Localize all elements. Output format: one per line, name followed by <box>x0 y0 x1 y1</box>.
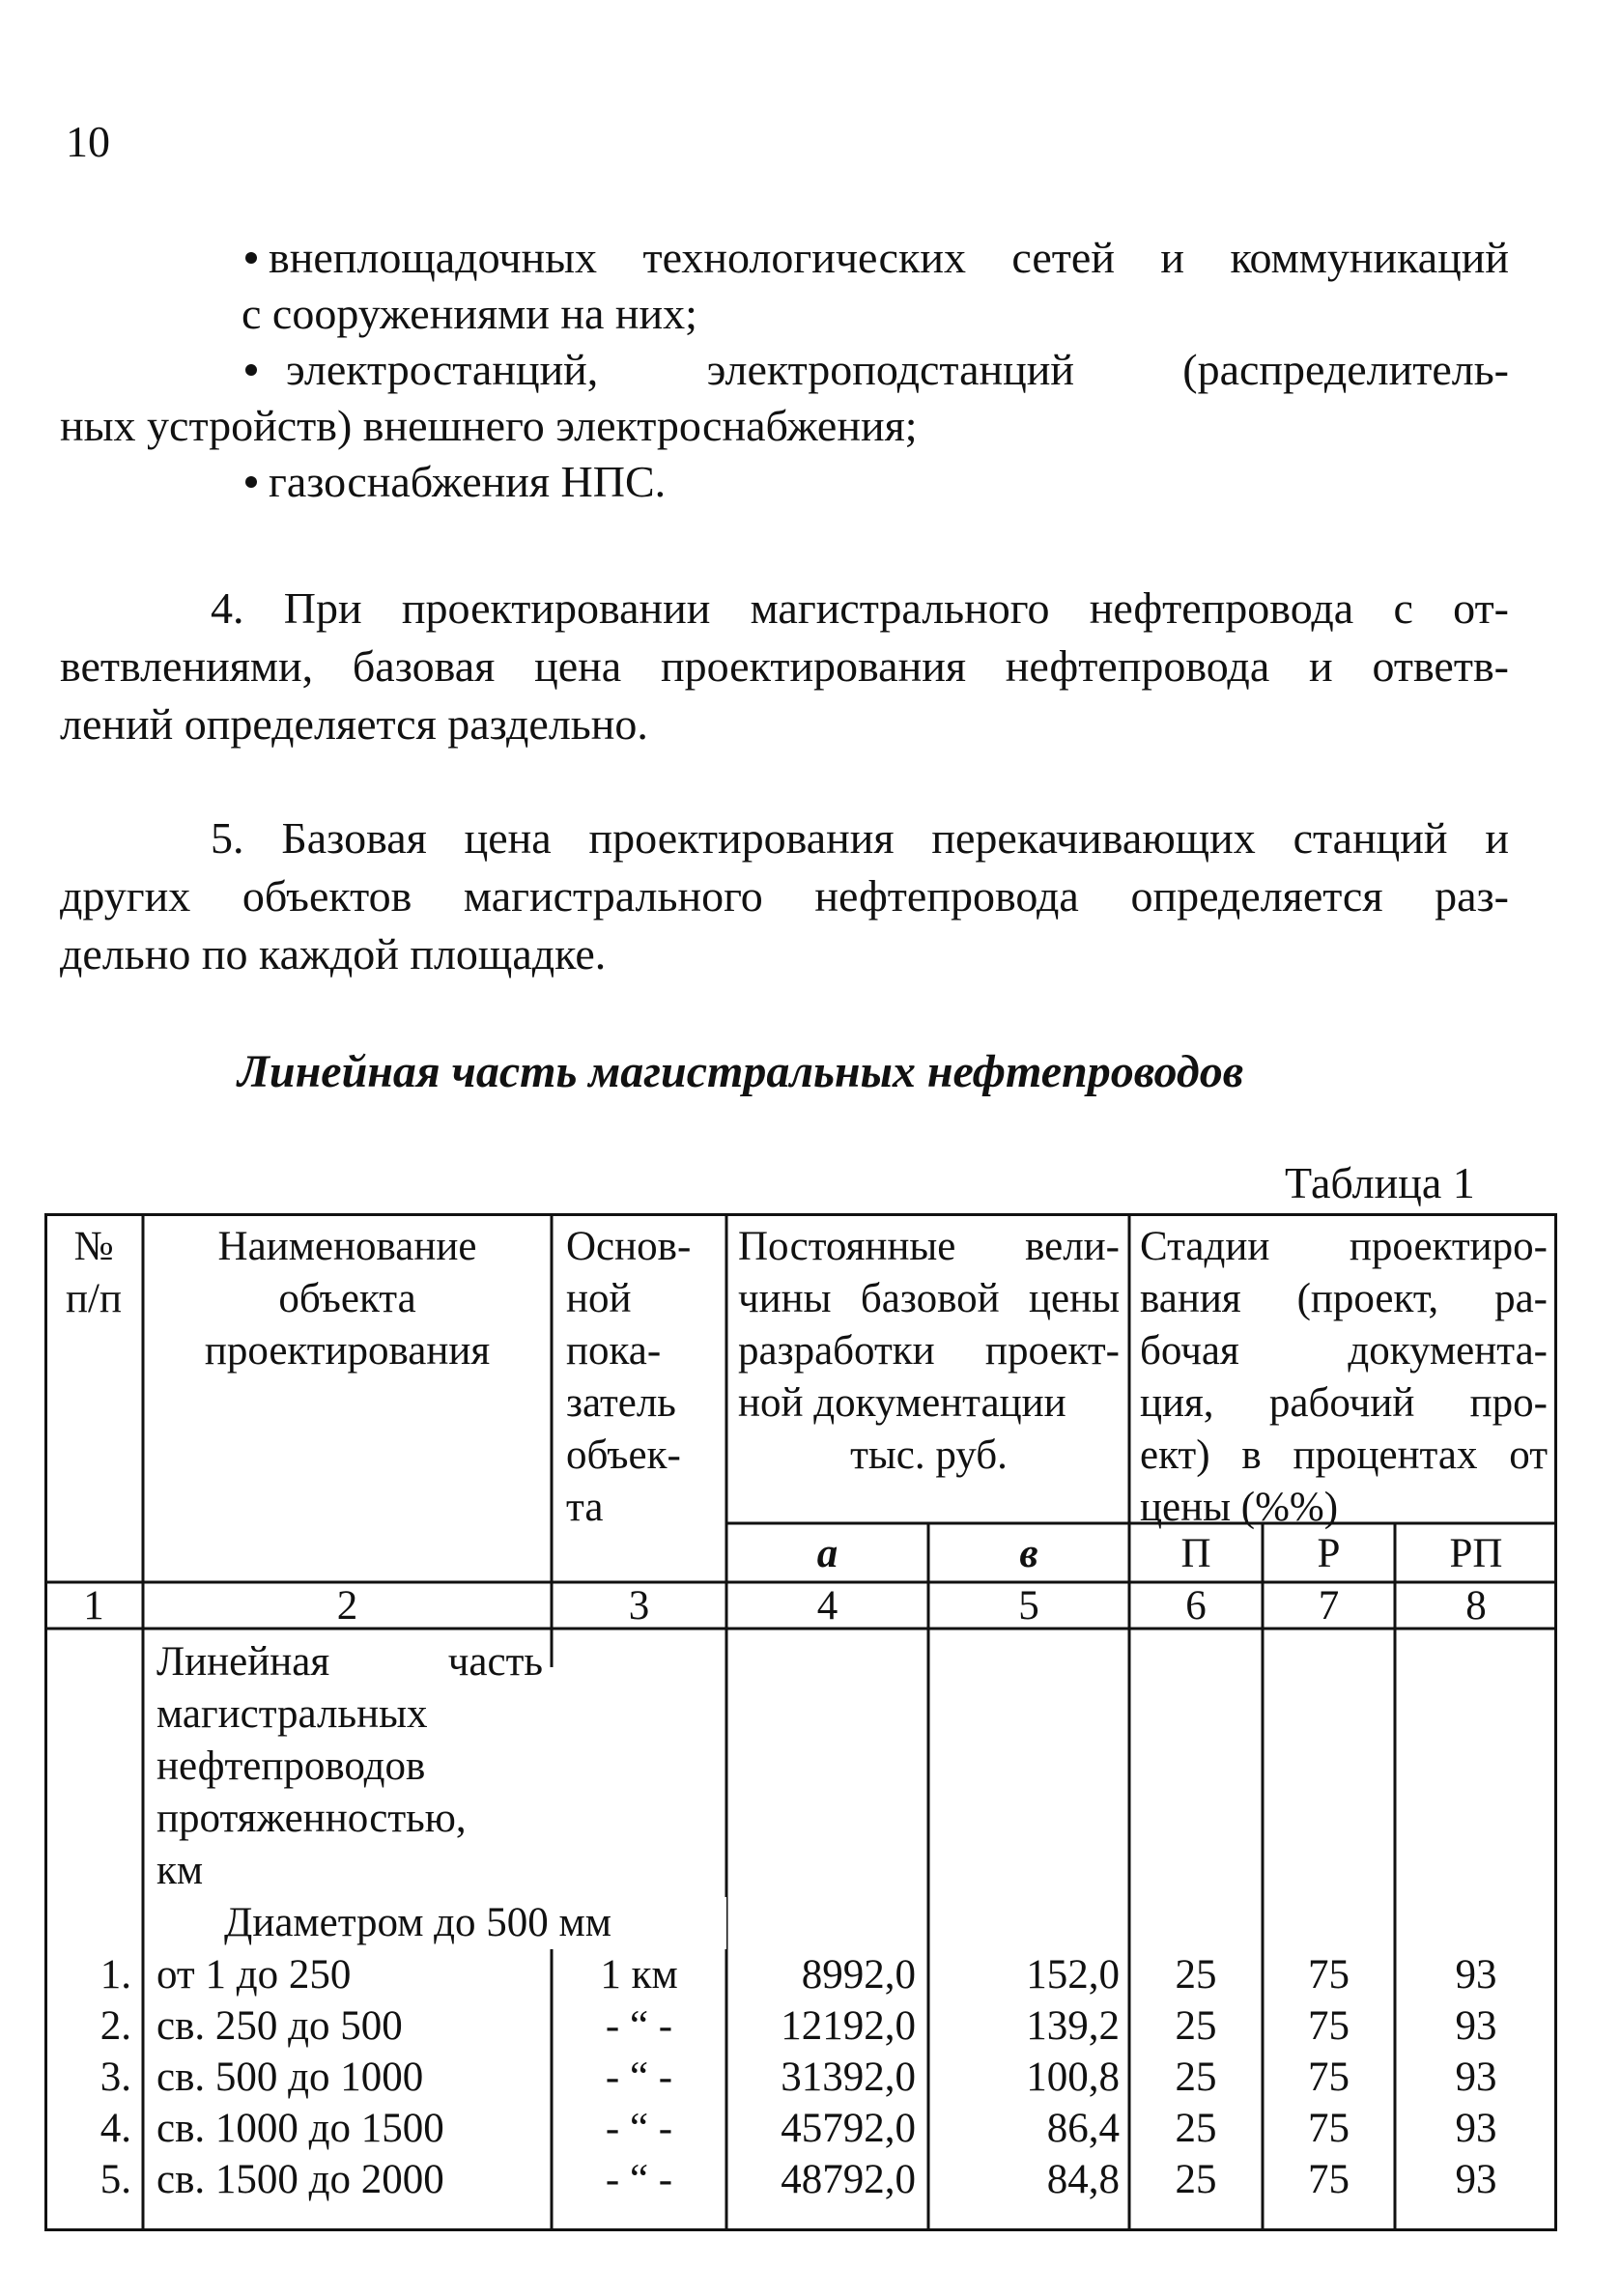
paragraph-line: других объектов магистрального нефтепровода определяется раз- <box>60 871 1509 921</box>
header-line: тыс. руб. <box>850 1432 1008 1478</box>
bullet-text: внеплощадочных технологических сетей и коммуникаций <box>269 233 1509 282</box>
row-value-b: 86,4 <box>1046 2106 1120 2151</box>
subheader-p: П <box>1180 1531 1211 1576</box>
header-line: затель <box>566 1380 676 1426</box>
group-title-line: протяженностью, <box>156 1796 467 1841</box>
column-number: 3 <box>628 1583 650 1629</box>
row-stage-r: 75 <box>1308 2106 1350 2151</box>
row-stage-r: 75 <box>1308 1952 1350 1998</box>
row-number: 5. <box>99 2157 131 2202</box>
subheader-a: а <box>816 1531 838 1576</box>
paragraph-line: лений определяется раздельно. <box>60 699 648 749</box>
header-main-indicator <box>566 1221 721 1534</box>
row-stage-r: 75 <box>1308 2055 1350 2100</box>
subheader-rp: РП <box>1449 1531 1503 1576</box>
row-name: св. 1500 до 2000 <box>156 2157 444 2202</box>
subheader-b: в <box>1019 1531 1038 1576</box>
row-unit: - “ - <box>605 2157 673 2202</box>
column-number: 1 <box>83 1583 104 1629</box>
table-label: Таблица 1 <box>1285 1158 1475 1207</box>
column-number: 2 <box>336 1583 358 1629</box>
bullet-icon <box>245 364 257 376</box>
row-stage-rp: 93 <box>1455 2003 1497 2049</box>
row-name: св. 1000 до 1500 <box>156 2106 444 2151</box>
row-stage-r: 75 <box>1308 2003 1350 2049</box>
subheader-r: Р <box>1317 1531 1341 1576</box>
row-value-a: 48792,0 <box>781 2157 916 2202</box>
row-value-b: 100,8 <box>1026 2055 1120 2100</box>
row-name: от 1 до 250 <box>156 1952 352 1998</box>
header-object-name <box>143 1221 552 1377</box>
row-unit: - “ - <box>605 2003 673 2049</box>
section-heading: Линейная часть магистральных нефтепроводов <box>238 1046 1244 1097</box>
header-line: проектирования <box>204 1328 491 1374</box>
header-line: Наименование <box>217 1224 477 1269</box>
bullet-text: электростанций, электроподстанций (распределитель- <box>286 345 1509 394</box>
bullet-list <box>60 230 1509 510</box>
row-stage-r: 75 <box>1308 2157 1350 2202</box>
bullet-item <box>60 230 1509 342</box>
group-title-line: Линейная часть <box>156 1639 543 1685</box>
row-unit: - “ - <box>605 2055 673 2100</box>
row-stage-p: 25 <box>1175 2055 1217 2100</box>
row-value-b: 152,0 <box>1026 1952 1120 1998</box>
header-line: объекта <box>278 1276 416 1321</box>
row-name: св. 250 до 500 <box>156 2003 403 2049</box>
paragraph-line: ветвлениями, базовая цена проектирования нефтепровода и ответв- <box>60 641 1509 691</box>
header-line: пока- <box>566 1328 662 1374</box>
page-number: 10 <box>66 117 110 166</box>
bullet-icon <box>245 252 257 264</box>
row-value-a: 31392,0 <box>781 2055 916 2100</box>
row-value-a: 12192,0 <box>781 2003 916 2049</box>
group-title <box>156 1636 543 1897</box>
row-stage-p: 25 <box>1175 1952 1217 1998</box>
group-title-line: магистральных <box>156 1691 428 1737</box>
row-value-b: 139,2 <box>1026 2003 1120 2049</box>
paragraph-4 <box>60 580 1509 753</box>
row-value-b: 84,8 <box>1046 2157 1120 2202</box>
row-number: 1. <box>99 1952 131 1998</box>
header-number <box>44 1221 143 1325</box>
column-number: 8 <box>1465 1583 1487 1629</box>
header-line: цены (%%) <box>1140 1485 1339 1530</box>
group-title-line: нефтепроводов <box>156 1743 426 1789</box>
paragraph-line: дельно по каждой площадке. <box>60 929 607 978</box>
column-number: 6 <box>1185 1583 1207 1629</box>
header-line: ект) в процентах от <box>1140 1432 1548 1478</box>
row-value-a: 8992,0 <box>801 1952 916 1998</box>
row-stage-rp: 93 <box>1455 2106 1497 2151</box>
row-stage-rp: 93 <box>1455 1952 1497 1998</box>
row-stage-p: 25 <box>1175 2106 1217 2151</box>
bullet-text-continued: с сооружениями на них; <box>242 289 697 338</box>
header-line: бочая документа- <box>1140 1328 1548 1374</box>
bullet-item <box>60 342 1509 454</box>
header-line: чины базовой цены <box>738 1276 1120 1321</box>
header-constant-values <box>738 1221 1120 1482</box>
header-line: ной документации <box>738 1380 1066 1426</box>
bullet-text-continued: ных устройств) внешнего электроснабжения; <box>60 401 918 450</box>
header-line: Стадии проектиро- <box>1140 1224 1548 1269</box>
paragraph-line: 5. Базовая цена проектирования перекачивающих станций и <box>211 813 1509 863</box>
header-line: объек- <box>566 1432 681 1478</box>
header-line: вания (проект, ра- <box>1140 1276 1548 1321</box>
row-number: 2. <box>99 2003 131 2049</box>
row-number: 3. <box>99 2055 131 2100</box>
column-number: 7 <box>1318 1583 1340 1629</box>
row-stage-p: 25 <box>1175 2003 1217 2049</box>
header-line: п/п <box>66 1276 122 1321</box>
header-line: Основ- <box>566 1224 692 1269</box>
row-stage-rp: 93 <box>1455 2055 1497 2100</box>
column-number: 5 <box>1018 1583 1039 1629</box>
header-line: разработки проект- <box>738 1328 1120 1374</box>
bullet-icon <box>245 476 257 488</box>
row-unit: 1 км <box>600 1952 678 1998</box>
row-name: св. 500 до 1000 <box>156 2055 424 2100</box>
header-design-stages <box>1140 1221 1548 1534</box>
header-line: Постоянные вели- <box>738 1224 1120 1269</box>
header-line: та <box>566 1485 604 1530</box>
column-number: 4 <box>816 1583 838 1629</box>
bullet-item <box>60 454 1509 510</box>
header-line: ной <box>566 1276 632 1321</box>
row-number: 4. <box>99 2106 131 2151</box>
bullet-text: газоснабжения НПС. <box>269 457 667 506</box>
group-title-line: км <box>156 1848 204 1893</box>
paragraph-5 <box>60 809 1509 983</box>
row-value-a: 45792,0 <box>781 2106 916 2151</box>
row-stage-rp: 93 <box>1455 2157 1497 2202</box>
header-line: ция, рабочий про- <box>1140 1380 1548 1426</box>
paragraph-line: 4. При проектировании магистрального нефтепровода с от- <box>211 583 1509 633</box>
subgroup-title: Диаметром до 500 мм <box>224 1897 726 1949</box>
row-unit: - “ - <box>605 2106 673 2151</box>
price-table <box>44 1213 1557 2231</box>
header-line: № <box>73 1224 114 1269</box>
row-stage-p: 25 <box>1175 2157 1217 2202</box>
